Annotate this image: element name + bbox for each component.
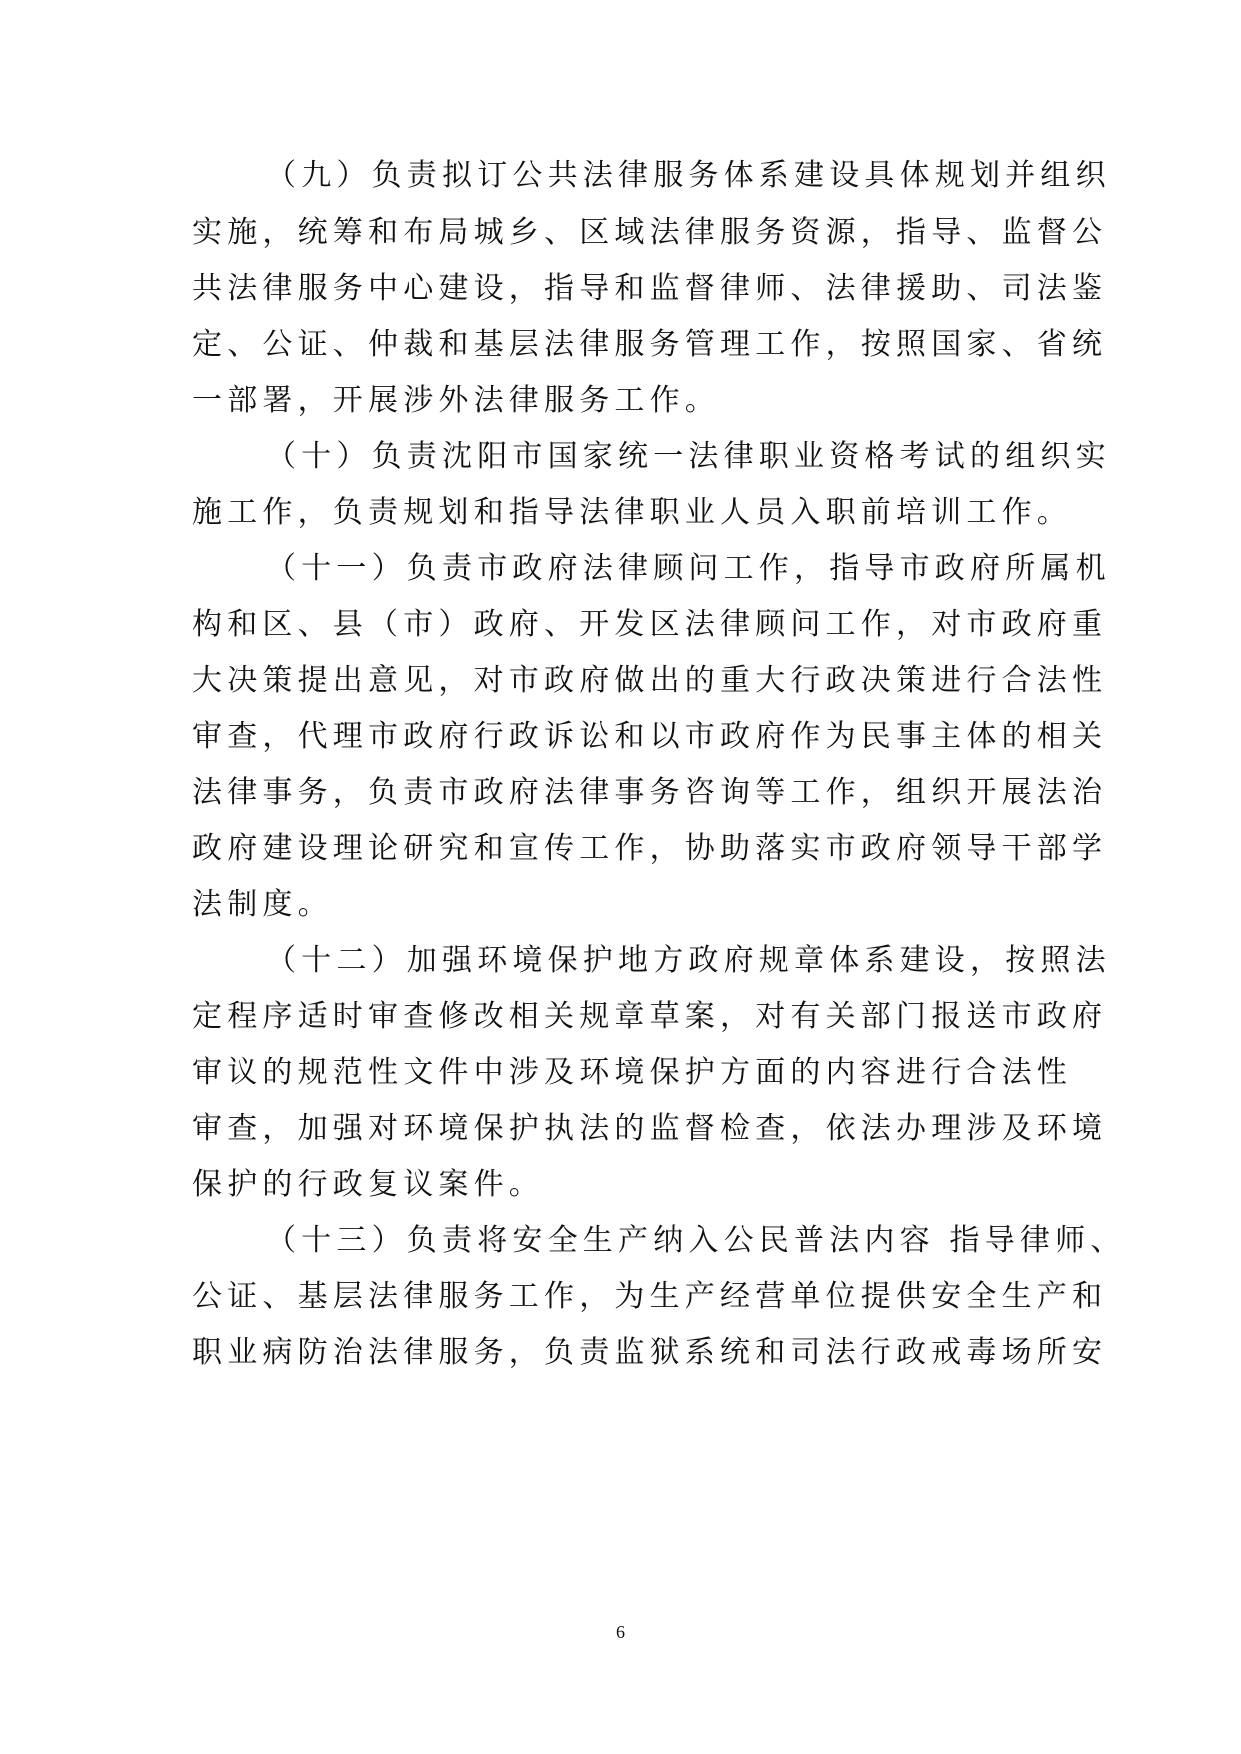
paragraph-11-line-5: 法律事务，负责市政府法律事务咨询等工作，组织开展法治 <box>192 775 1108 810</box>
paragraph-13-line-1: （十三）负责将安全生产纳入公民普法内容 指导律师、 <box>266 1223 1126 1258</box>
paragraph-9-line-5: 一部署，开展涉外法律服务工作。 <box>192 383 720 418</box>
paragraph-9-line-4: 定、公证、仲裁和基层法律服务管理工作，按照国家、省统 <box>192 327 1108 362</box>
paragraph-11-line-4: 审查，代理市政府行政诉讼和以市政府作为民事主体的相关 <box>192 719 1108 754</box>
paragraph-13-line-3: 职业病防治法律服务，负责监狱系统和司法行政戒毒场所安 <box>192 1335 1108 1370</box>
paragraph-11-line-2: 构和区、县（市）政府、开发区法律顾问工作，对市政府重 <box>192 607 1108 642</box>
paragraph-11-line-6: 政府建设理论研究和宣传工作，协助落实市政府领导干部学 <box>192 831 1108 866</box>
paragraph-12-line-5: 保护的行政复议案件。 <box>192 1167 544 1202</box>
paragraph-11-line-7: 法制度。 <box>192 887 333 922</box>
paragraph-12-line-2: 定程序适时审查修改相关规章草案，对有关部门报送市政府 <box>192 999 1108 1034</box>
paragraph-11-line-1: （十一）负责市政府法律顾问工作，指导市政府所属机 <box>266 551 1111 586</box>
paragraph-13-line-2: 公证、基层法律服务工作，为生产经营单位提供安全生产和 <box>192 1279 1108 1314</box>
page-number: 6 <box>616 1622 625 1642</box>
paragraph-12-line-3: 审议的规范性文件中涉及环境保护方面的内容进行合法性 <box>192 1055 1072 1090</box>
paragraph-9-line-3: 共法律服务中心建设，指导和监督律师、法律援助、司法鉴 <box>192 271 1108 306</box>
paragraph-11-line-3: 大决策提出意见，对市政府做出的重大行政决策进行合法性 <box>192 663 1108 698</box>
paragraph-10-line-1: （十）负责沈阳市国家统一法律职业资格考试的组织实 <box>266 439 1111 474</box>
paragraph-12-line-4: 审查，加强对环境保护执法的监督检查，依法办理涉及环境 <box>192 1111 1108 1146</box>
paragraph-10-line-2: 施工作，负责规划和指导法律职业人员入职前培训工作。 <box>192 495 1072 530</box>
paragraph-12-line-1: （十二）加强环境保护地方政府规章体系建设，按照法 <box>266 943 1111 978</box>
paragraph-9-line-2: 实施，统筹和布局城乡、区域法律服务资源，指导、监督公 <box>192 215 1108 250</box>
paragraph-9-line-1: （九）负责拟订公共法律服务体系建设具体规划并组织 <box>266 158 1111 193</box>
